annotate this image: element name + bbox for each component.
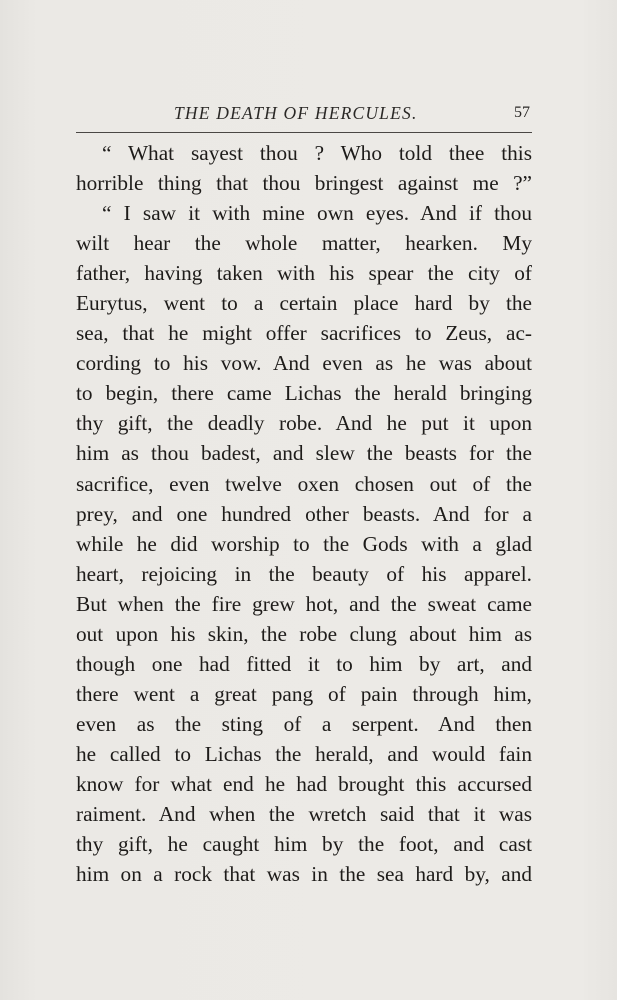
text-line: even as the sting of a serpent. And then: [76, 711, 532, 736]
text-line: “ What sayest thou ? Who told thee this: [102, 141, 532, 165]
text-line: him on a rock that was in the sea hard by, and: [76, 862, 532, 887]
text-line: to begin, there came Lichas the herald bringing: [76, 381, 532, 406]
text-line: sea, that he might offer sacrifices to Zeus, ac-: [76, 321, 532, 346]
text-line: cording to his vow. And even as he was about: [76, 351, 532, 376]
text-line: father, having taken with his spear the city of: [76, 261, 532, 286]
text-line: thy gift, he caught him by the foot, and cast: [76, 832, 532, 857]
text-line: out upon his skin, the robe clung about him as: [76, 621, 532, 646]
page-number: 57: [514, 104, 530, 121]
running-title: THE DEATH OF HERCULES.: [174, 103, 418, 123]
text-line: sacrifice, even twelve oxen chosen out of the: [76, 471, 532, 496]
text-line: him as thou badest, and slew the beasts for the: [76, 441, 532, 466]
body-text: [76, 138, 532, 889]
text-line: Eurytus, went to a certain place hard by the: [76, 291, 532, 316]
running-head: [76, 100, 532, 130]
text-line: know for what end he had brought this accursed: [76, 771, 532, 796]
header-rule: [76, 132, 532, 133]
text-line: while he did worship to the Gods with a glad: [76, 531, 532, 556]
text-line: wilt hear the whole matter, hearken. My: [76, 231, 532, 256]
text-line: raiment. And when the wretch said that it was: [76, 802, 532, 827]
text-line: he called to Lichas the herald, and would fain: [76, 741, 532, 766]
text-line: But when the fire grew hot, and the sweat came: [76, 591, 532, 616]
text-line: “ I saw it with mine own eyes. And if thou: [102, 201, 532, 226]
text-line: horrible thing that thou bringest against me ?”: [76, 171, 532, 196]
text-line: thy gift, the deadly robe. And he put it upon: [76, 411, 532, 436]
text-line: heart, rejoicing in the beauty of his apparel.: [76, 561, 532, 586]
text-line: prey, and one hundred other beasts. And for a: [76, 501, 532, 526]
text-line: there went a great pang of pain through him,: [76, 681, 532, 706]
text-line: though one had fitted it to him by art, and: [76, 651, 532, 676]
